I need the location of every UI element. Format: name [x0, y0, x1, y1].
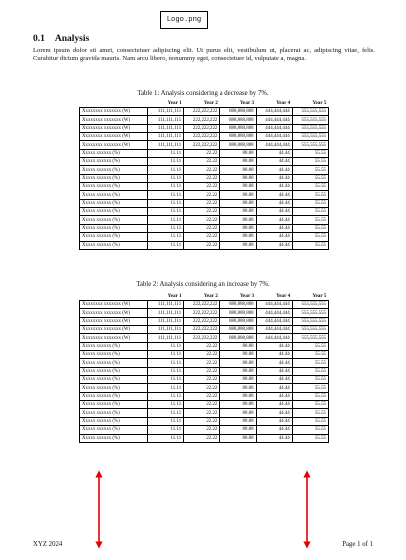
row-label: Xxxxxxxx xxxxxxx (W) [80, 301, 148, 309]
table-cell: 555,555,555 [292, 108, 328, 116]
table-cell: 55.55 [292, 342, 328, 350]
table-cell: 44.44 [256, 224, 292, 232]
table-row [80, 326, 329, 334]
table-cell: 11.11 [148, 384, 184, 392]
table-cell: 22.22 [184, 224, 220, 232]
row-label: Xxxxxxxx xxxxxxx (W) [80, 334, 148, 342]
header-corner [80, 99, 148, 108]
table-cell: 55.55 [292, 384, 328, 392]
table-cell: 222,222,222 [184, 301, 220, 309]
row-label: Xxxxx xxxxxx (%) [80, 359, 148, 367]
row-label: Xxxxx xxxxxx (%) [80, 392, 148, 400]
table-cell: 55.55 [292, 191, 328, 199]
table-cell: 44.44 [256, 241, 292, 249]
table-cell: 222,222,222 [184, 133, 220, 141]
table-cell: 22.22 [184, 367, 220, 375]
column-header: Year 3 [239, 100, 255, 106]
table-cell: 44.44 [256, 174, 292, 182]
table-cell: 444,444,444 [256, 317, 292, 325]
table-cell: 44.44 [256, 351, 292, 359]
table-cell: 888,888,888 [220, 301, 256, 309]
table-row [80, 401, 329, 409]
row-label: Xxxxx xxxxxx (%) [80, 426, 148, 434]
table-cell: 444,444,444 [256, 108, 292, 116]
table-cell: 88.88 [220, 233, 256, 241]
table-row [80, 216, 329, 224]
table-cell: 11.11 [148, 224, 184, 232]
table-row [80, 133, 329, 141]
table-cell: 88.88 [220, 392, 256, 400]
table-cell: 44.44 [256, 149, 292, 157]
row-label: Xxxxx xxxxxx (%) [80, 208, 148, 216]
table-row [80, 384, 329, 392]
table-cell: 444,444,444 [256, 124, 292, 132]
table-cell: 44.44 [256, 166, 292, 174]
table-cell: 55.55 [292, 367, 328, 375]
table-cell: 55.55 [292, 216, 328, 224]
row-label: Xxxxx xxxxxx (%) [80, 409, 148, 417]
column-header: Year 4 [276, 100, 291, 106]
table-cell: 11.11 [148, 149, 184, 157]
table-cell: 11.11 [148, 199, 184, 207]
table-cell: 555,555,555 [292, 317, 328, 325]
table-cell: 44.44 [256, 376, 292, 384]
table-cell: 88.88 [220, 342, 256, 350]
table-row [80, 409, 329, 417]
table-row [80, 199, 329, 207]
table-cell: 44.44 [256, 216, 292, 224]
table-cell: 555,555,555 [292, 334, 328, 342]
row-label: Xxxxx xxxxxx (%) [80, 166, 148, 174]
table-row [80, 359, 329, 367]
table-cell: 11.11 [148, 216, 184, 224]
table-cell: 111,111,111 [148, 317, 184, 325]
table-cell: 222,222,222 [184, 116, 220, 124]
row-label: Xxxxxxxx xxxxxxx (W) [80, 116, 148, 124]
row-label: Xxxxxxxx xxxxxxx (W) [80, 309, 148, 317]
table-header-row [80, 99, 329, 108]
row-label: Xxxxxxxx xxxxxxx (W) [80, 326, 148, 334]
table-cell: 444,444,444 [256, 141, 292, 149]
table-cell: 88.88 [220, 166, 256, 174]
table-cell: 44.44 [256, 434, 292, 442]
section-title: Analysis [54, 34, 90, 44]
table-row [80, 334, 329, 342]
column-header: Year 2 [203, 293, 218, 299]
table-cell: 555,555,555 [292, 124, 328, 132]
table-cell: 55.55 [292, 208, 328, 216]
table-cell: 88.88 [220, 208, 256, 216]
table-cell: 88.88 [220, 426, 256, 434]
table-cell: 44.44 [256, 183, 292, 191]
table-row [80, 376, 329, 384]
table-cell: 55.55 [292, 158, 328, 166]
row-label: Xxxxx xxxxxx (%) [80, 158, 148, 166]
table-cell: 111,111,111 [148, 326, 184, 334]
table-cell: 222,222,222 [184, 108, 220, 116]
table-cell: 11.11 [148, 359, 184, 367]
table-cell: 111,111,111 [148, 309, 184, 317]
table-cell: 22.22 [184, 384, 220, 392]
table-cell: 444,444,444 [256, 334, 292, 342]
table-cell: 888,888,888 [220, 124, 256, 132]
column-header: Year 2 [203, 100, 218, 106]
table-cell: 11.11 [148, 208, 184, 216]
table-cell: 55.55 [292, 241, 328, 249]
table-row [80, 191, 329, 199]
table-cell: 55.55 [292, 401, 328, 409]
table-cell: 22.22 [184, 191, 220, 199]
table-row [80, 392, 329, 400]
table-1 [79, 99, 329, 250]
table-row [80, 141, 329, 149]
table-row [80, 124, 329, 132]
row-label: Xxxxx xxxxxx (%) [80, 376, 148, 384]
table-cell: 444,444,444 [256, 116, 292, 124]
table-cell: 111,111,111 [148, 116, 184, 124]
table-row [80, 241, 329, 249]
row-label: Xxxxx xxxxxx (%) [80, 241, 148, 249]
table-cell: 11.11 [148, 401, 184, 409]
table-cell: 111,111,111 [148, 133, 184, 141]
table-row [80, 224, 329, 232]
table-cell: 11.11 [148, 417, 184, 425]
table-cell: 88.88 [220, 224, 256, 232]
table-cell: 44.44 [256, 392, 292, 400]
table-cell: 11.11 [148, 426, 184, 434]
column-header: Year 5 [312, 293, 327, 299]
table-cell: 44.44 [256, 199, 292, 207]
table-cell: 88.88 [220, 149, 256, 157]
header-corner [80, 292, 148, 301]
table-cell: 44.44 [256, 158, 292, 166]
column-header: Year 1 [167, 293, 182, 299]
table-cell: 222,222,222 [184, 326, 220, 334]
table-cell: 222,222,222 [184, 317, 220, 325]
table-cell: 55.55 [292, 149, 328, 157]
column-header: Year 4 [276, 293, 291, 299]
section-heading [33, 34, 89, 44]
table-row [80, 116, 329, 124]
table-cell: 88.88 [220, 384, 256, 392]
table-cell: 22.22 [184, 199, 220, 207]
table-1-caption: Table 1: Analysis considering a decrease by 7%. [137, 90, 269, 97]
table-cell: 555,555,555 [292, 116, 328, 124]
table-cell: 44.44 [256, 417, 292, 425]
table-cell: 88.88 [220, 401, 256, 409]
table-cell: 55.55 [292, 417, 328, 425]
table-2-caption: Table 2: Analysis considering an increase by 7%. [136, 281, 270, 288]
table-cell: 11.11 [148, 434, 184, 442]
table-cell: 444,444,444 [256, 326, 292, 334]
table-cell: 222,222,222 [184, 124, 220, 132]
table-cell: 11.11 [148, 233, 184, 241]
table-cell: 11.11 [148, 191, 184, 199]
table-cell: 55.55 [292, 224, 328, 232]
table-cell: 44.44 [256, 342, 292, 350]
table-cell: 22.22 [184, 392, 220, 400]
table-cell: 888,888,888 [220, 141, 256, 149]
table-cell: 11.11 [148, 392, 184, 400]
table-cell: 88.88 [220, 409, 256, 417]
row-label: Xxxxx xxxxxx (%) [80, 216, 148, 224]
table-row [80, 108, 329, 116]
row-label: Xxxxx xxxxxx (%) [80, 233, 148, 241]
table-cell: 11.11 [148, 367, 184, 375]
table-row [80, 158, 329, 166]
row-label: Xxxxx xxxxxx (%) [80, 224, 148, 232]
table-cell: 222,222,222 [184, 141, 220, 149]
table-cell: 55.55 [292, 409, 328, 417]
table-cell: 111,111,111 [148, 124, 184, 132]
footer-page-number: Page 1 of 1 [342, 541, 373, 548]
table-cell: 55.55 [292, 199, 328, 207]
table-cell: 55.55 [292, 376, 328, 384]
table-cell: 22.22 [184, 158, 220, 166]
table-cell: 44.44 [256, 233, 292, 241]
row-label: Xxxxxxxx xxxxxxx (W) [80, 141, 148, 149]
table-cell: 888,888,888 [220, 334, 256, 342]
table-cell: 11.11 [148, 376, 184, 384]
table-row [80, 367, 329, 375]
row-label: Xxxxx xxxxxx (%) [80, 351, 148, 359]
table-cell: 11.11 [148, 183, 184, 191]
table-row [80, 342, 329, 350]
table-cell: 44.44 [256, 208, 292, 216]
row-label: Xxxxxxxx xxxxxxx (W) [80, 133, 148, 141]
table-row [80, 149, 329, 157]
column-header: Year 5 [312, 100, 327, 106]
row-label: Xxxxx xxxxxx (%) [80, 417, 148, 425]
table-row [80, 166, 329, 174]
row-label: Xxxxxxxx xxxxxxx (W) [80, 108, 148, 116]
table-cell: 88.88 [220, 199, 256, 207]
logo-placeholder: Logo.png [160, 11, 208, 29]
table-row [80, 233, 329, 241]
table-cell: 44.44 [256, 359, 292, 367]
table-cell: 88.88 [220, 367, 256, 375]
table-cell: 22.22 [184, 434, 220, 442]
table-cell: 888,888,888 [220, 326, 256, 334]
table-cell: 55.55 [292, 359, 328, 367]
table-cell: 555,555,555 [292, 326, 328, 334]
table-cell: 88.88 [220, 174, 256, 182]
table-cell: 22.22 [184, 166, 220, 174]
row-label: Xxxxxxxx xxxxxxx (W) [80, 124, 148, 132]
row-label: Xxxxx xxxxxx (%) [80, 367, 148, 375]
table-cell: 555,555,555 [292, 141, 328, 149]
table-cell: 11.11 [148, 351, 184, 359]
row-label: Xxxxx xxxxxx (%) [80, 401, 148, 409]
table-row [80, 417, 329, 425]
footer-left: XYZ 2024 [33, 541, 63, 548]
table-cell: 11.11 [148, 241, 184, 249]
table-cell: 111,111,111 [148, 301, 184, 309]
table-cell: 88.88 [220, 434, 256, 442]
table-cell: 88.88 [220, 351, 256, 359]
table-cell: 222,222,222 [184, 334, 220, 342]
table-cell: 111,111,111 [148, 141, 184, 149]
table-cell: 55.55 [292, 166, 328, 174]
row-label: Xxxxxxxx xxxxxxx (W) [80, 317, 148, 325]
table-cell: 55.55 [292, 392, 328, 400]
row-label: Xxxxx xxxxxx (%) [80, 384, 148, 392]
table-row [80, 351, 329, 359]
table-row [80, 183, 329, 191]
table-cell: 11.11 [148, 158, 184, 166]
table-cell: 22.22 [184, 359, 220, 367]
table-cell: 88.88 [220, 241, 256, 249]
table-cell: 55.55 [292, 351, 328, 359]
table-cell: 22.22 [184, 409, 220, 417]
table-cell: 22.22 [184, 342, 220, 350]
table-cell: 44.44 [256, 426, 292, 434]
table-cell: 555,555,555 [292, 133, 328, 141]
table-cell: 44.44 [256, 191, 292, 199]
table-cell: 888,888,888 [220, 309, 256, 317]
table-cell: 555,555,555 [292, 301, 328, 309]
table-cell: 88.88 [220, 376, 256, 384]
table-row [80, 317, 329, 325]
table-cell: 88.88 [220, 417, 256, 425]
table-cell: 88.88 [220, 183, 256, 191]
table-cell: 55.55 [292, 426, 328, 434]
table-cell: 222,222,222 [184, 309, 220, 317]
table-row [80, 208, 329, 216]
row-label: Xxxxx xxxxxx (%) [80, 174, 148, 182]
table-cell: 11.11 [148, 166, 184, 174]
table-cell: 888,888,888 [220, 116, 256, 124]
table-cell: 88.88 [220, 158, 256, 166]
table-row [80, 434, 329, 442]
table-cell: 22.22 [184, 208, 220, 216]
row-label: Xxxxx xxxxxx (%) [80, 191, 148, 199]
table-cell: 444,444,444 [256, 301, 292, 309]
table-cell: 11.11 [148, 342, 184, 350]
row-label: Xxxxx xxxxxx (%) [80, 342, 148, 350]
table-cell: 22.22 [184, 401, 220, 409]
table-2 [79, 292, 329, 443]
table-cell: 22.22 [184, 417, 220, 425]
table-cell: 22.22 [184, 233, 220, 241]
row-label: Xxxxx xxxxxx (%) [80, 183, 148, 191]
table-cell: 55.55 [292, 434, 328, 442]
table-cell: 44.44 [256, 384, 292, 392]
table-cell: 22.22 [184, 183, 220, 191]
table-cell: 888,888,888 [220, 108, 256, 116]
table-cell: 22.22 [184, 376, 220, 384]
table-cell: 555,555,555 [292, 309, 328, 317]
table-cell: 88.88 [220, 191, 256, 199]
table-row [80, 309, 329, 317]
table-row [80, 301, 329, 309]
table-cell: 88.88 [220, 216, 256, 224]
table-cell: 22.22 [184, 241, 220, 249]
table-cell: 22.22 [184, 351, 220, 359]
row-label: Xxxxx xxxxxx (%) [80, 199, 148, 207]
table-cell: 55.55 [292, 233, 328, 241]
table-cell: 44.44 [256, 367, 292, 375]
table-row [80, 426, 329, 434]
table-cell: 888,888,888 [220, 317, 256, 325]
table-cell: 444,444,444 [256, 309, 292, 317]
table-cell: 44.44 [256, 401, 292, 409]
table-row [80, 174, 329, 182]
table-cell: 22.22 [184, 149, 220, 157]
table-cell: 11.11 [148, 174, 184, 182]
table-cell: 111,111,111 [148, 334, 184, 342]
table-cell: 888,888,888 [220, 133, 256, 141]
table-cell: 44.44 [256, 409, 292, 417]
section-number: 0.1 [33, 34, 45, 44]
table-cell: 55.55 [292, 174, 328, 182]
column-header: Year 1 [167, 100, 182, 106]
column-header: Year 3 [239, 293, 255, 299]
table-cell: 22.22 [184, 426, 220, 434]
row-label: Xxxxx xxxxxx (%) [80, 434, 148, 442]
row-label: Xxxxx xxxxxx (%) [80, 149, 148, 157]
table-cell: 55.55 [292, 183, 328, 191]
table-cell: 111,111,111 [148, 108, 184, 116]
table-header-row [80, 292, 329, 301]
table-cell: 22.22 [184, 174, 220, 182]
table-cell: 11.11 [148, 409, 184, 417]
table-cell: 88.88 [220, 359, 256, 367]
body-paragraph: Lorem ipsum dolor sit amet, consectetuer adipiscing elit. Ut purus elit, vestibulum ut, placerat ac, adipiscing vitae, felis. Curabitur dictum gravida mauris. Nam arcu libero, nonummy eget, consectetuer id, vulputate a, magna. [33, 47, 375, 63]
table-cell: 444,444,444 [256, 133, 292, 141]
table-cell: 22.22 [184, 216, 220, 224]
